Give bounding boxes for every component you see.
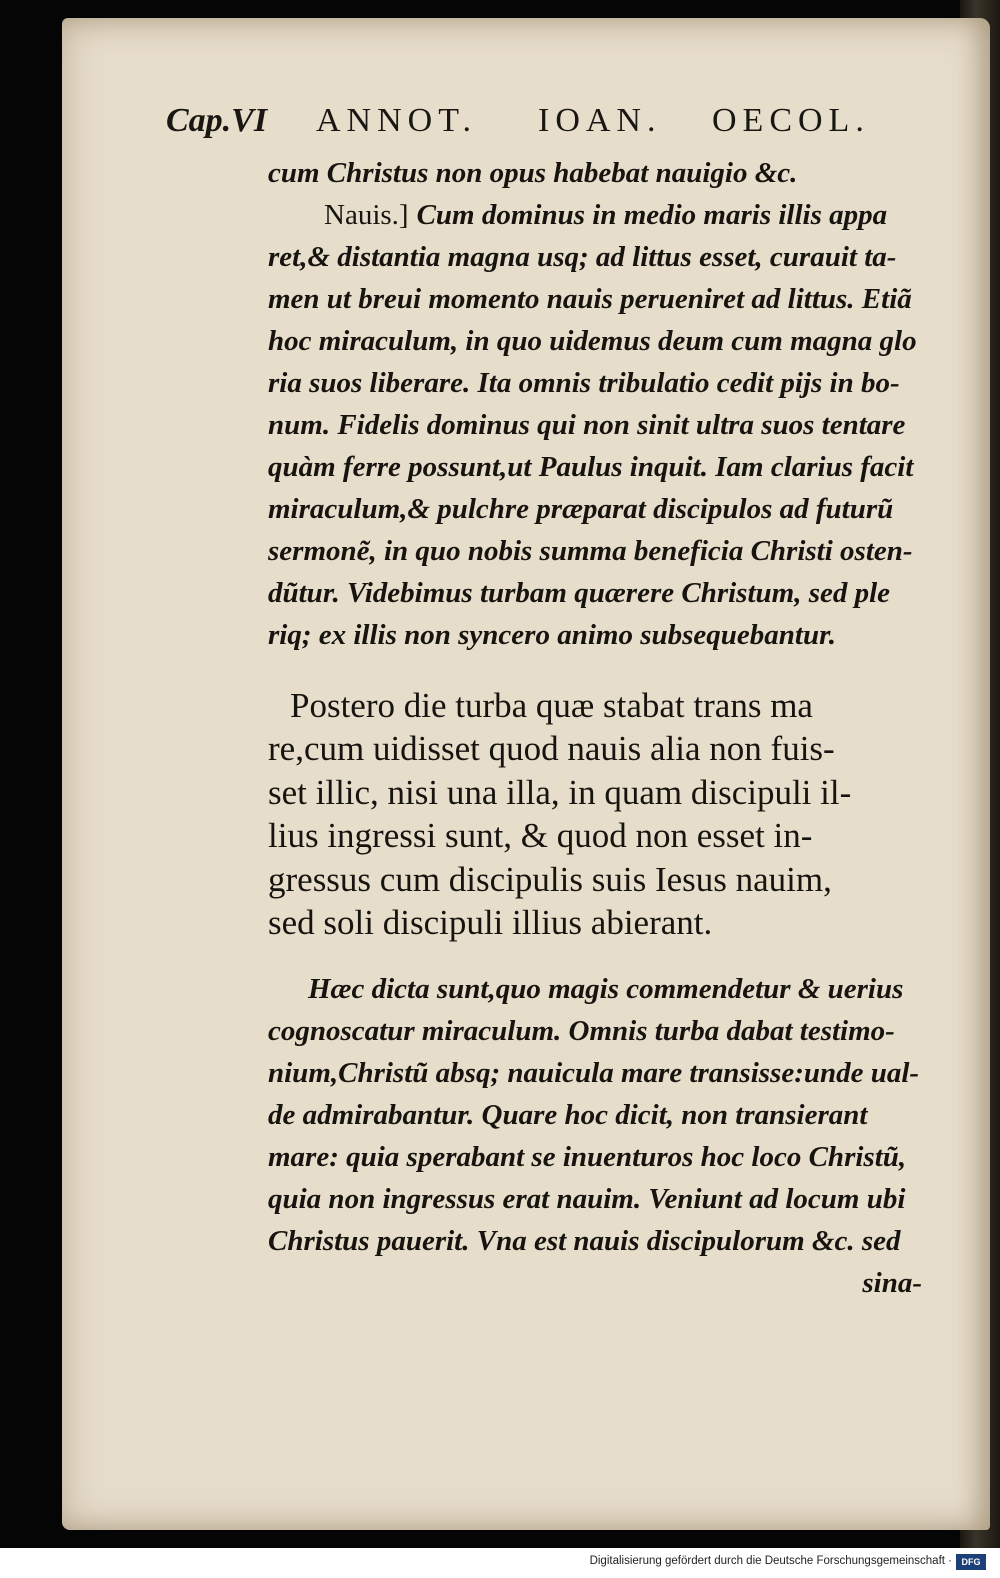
text-line: mare: quia sperabant se inuenturos hoc loco Christũ, [268,1141,907,1173]
chapter-label: Cap.VI [166,102,268,139]
text-line: quia non ingressus erat nauim. Veniunt ad locum ubi [268,1183,906,1215]
scripture-line: lius ingressi sunt, & quod non esset in- [268,816,813,856]
scripture-line: re,cum uidisset quod nauis alia non fuis- [268,729,835,769]
commentary-block-1 [268,152,944,656]
scripture-line: Postero die turba quæ stabat trans ma [290,686,813,725]
text-line: riq; ex illis non syncero animo subsequebantur. [268,619,837,651]
text-line: cognoscatur miraculum. Omnis turba dabat testimo- [268,1015,895,1047]
text-line: men ut breui momento nauis perueniret ad littus. Etiã [268,283,912,315]
dfg-logo-icon: DFG [956,1554,986,1570]
text-line: Christus pauerit. Vna est nauis discipulorum &c. sed [268,1225,901,1257]
text-line: nium,Christũ absq; nauicula mare transisse:unde ual- [268,1057,920,1089]
lemma-label: Nauis.] [324,199,409,231]
running-head-word: ANNOT. [316,102,477,139]
text-line: de admirabantur. Quare hoc dicit, non transierant [268,1099,868,1131]
running-head [166,102,870,146]
text-line: num. Fidelis dominus qui non sinit ultra suos tentare [268,409,906,441]
text-line: ria suos liberare. Ita omnis tribulatio cedit pijs in bo- [268,367,900,399]
scripture-block [268,684,944,944]
text-line [268,194,944,236]
text-line: cum Christus non opus habebat nauigio &c. [268,157,798,189]
text-line: quàm ferre possunt,ut Paulus inquit. Iam clarius facit [268,451,914,483]
scripture-line: set illic, nisi una illa, in quam discipuli il- [268,772,852,812]
text-line: dũtur. Videbimus turbam quærere Christum, sed ple [268,577,891,609]
scripture-line: sed soli discipuli illius abierant. [268,902,713,942]
footer-bar [0,1548,1000,1578]
running-head-word: IOAN. [538,102,662,139]
scripture-line: gressus cum discipulis suis Iesus nauim, [268,859,832,899]
text-line: miraculum,& pulchre præparat discipulos ad futurũ [268,493,894,525]
text-line-content: Cum dominus in medio maris illis appa [416,199,888,231]
funding-notice: Digitalisierung gefördert durch die Deutsche Forschungsgemeinschaft · [589,1555,952,1567]
text-line: hoc miraculum, in quo uidemus deum cum magna glo [268,325,917,357]
commentary-block-2 [268,968,944,1304]
text-line: sermonẽ, in quo nobis summa beneficia Christi osten- [268,535,913,567]
catchword: sina- [862,1267,922,1299]
running-head-word: OECOL. [712,102,870,139]
text-line: ret,& distantia magna usq; ad littus esset, curauit ta- [268,241,897,273]
text-line: Hæc dicta sunt,quo magis commendetur & uerius [308,973,904,1005]
